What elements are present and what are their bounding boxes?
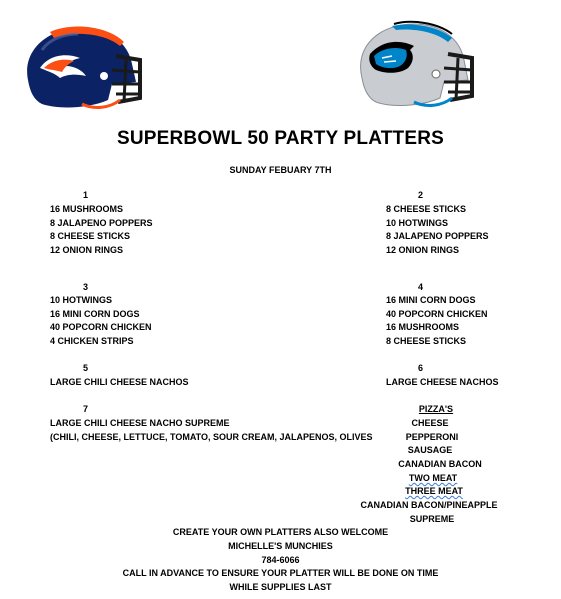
platter-3-item: 40 POPCORN CHICKEN <box>50 322 152 332</box>
platter-7-number: 7 <box>83 404 89 414</box>
platter-2-item: 8 JALAPENO POPPERS <box>386 231 489 241</box>
footer-line: CALL IN ADVANCE TO ENSURE YOUR PLATTER WILL BE DONE ON TIME <box>122 568 439 578</box>
event-date: SUNDAY FEBUARY 7TH <box>229 165 332 175</box>
business-name: MICHELLE'S MUNCHIES <box>228 541 333 551</box>
platter-3-item: 4 CHICKEN STRIPS <box>50 336 134 346</box>
pizza-item: SAUSAGE <box>407 445 453 455</box>
pizza-item: TWO MEAT <box>408 473 458 483</box>
platter-5-item: LARGE CHILI CHEESE NACHOS <box>50 377 189 387</box>
platter-4-number: 4 <box>418 282 424 292</box>
footer-line: WHILE SUPPLIES LAST <box>229 582 332 592</box>
panthers-helmet-icon <box>352 16 474 112</box>
platter-4-item: 16 MUSHROOMS <box>386 322 460 332</box>
footer-line: CREATE YOUR OWN PLATTERS ALSO WELCOME <box>172 527 389 537</box>
pizza-item: CANADIAN BACON/PINEAPPLE <box>360 500 498 510</box>
platter-4-item: 16 MINI CORN DOGS <box>386 295 476 305</box>
platter-3-item: 10 HOTWINGS <box>50 295 113 305</box>
pizza-item: CANADIAN BACON <box>398 459 482 469</box>
platter-2-item: 12 ONION RINGS <box>386 245 460 255</box>
platter-4-item: 40 POPCORN CHICKEN <box>386 309 488 319</box>
broncos-helmet-icon <box>20 20 142 112</box>
platter-7-item: (CHILI, CHEESE, LETTUCE, TOMATO, SOUR CREAM, JALAPENOS, OLIVES <box>50 432 373 442</box>
phone-number: 784-6066 <box>261 555 300 565</box>
platter-2-item: 8 CHEESE STICKS <box>386 204 467 214</box>
platter-3-item: 16 MINI CORN DOGS <box>50 309 140 319</box>
pizza-heading: PIZZA'S <box>418 404 454 414</box>
pizza-item: SUPREME <box>409 514 455 524</box>
platter-1-item: 8 CHEESE STICKS <box>50 231 131 241</box>
platter-1-item: 8 JALAPENO POPPERS <box>50 218 153 228</box>
platter-5-number: 5 <box>83 363 89 373</box>
platter-2-number: 2 <box>418 190 424 200</box>
page-title: SUPERBOWL 50 PARTY PLATTERS <box>116 128 445 149</box>
platter-1-number: 1 <box>83 190 89 200</box>
platter-4-item: 8 CHEESE STICKS <box>386 336 467 346</box>
platter-2-item: 10 HOTWINGS <box>386 218 449 228</box>
platter-6-item: LARGE CHEESE NACHOS <box>386 377 499 387</box>
pizza-item: CHEESE <box>411 418 449 428</box>
platter-1-item: 12 ONION RINGS <box>50 245 124 255</box>
platter-6-number: 6 <box>418 363 424 373</box>
platter-7-item: LARGE CHILI CHEESE NACHO SUPREME <box>50 418 230 428</box>
pizza-item: THREE MEAT <box>405 486 463 496</box>
platter-3-number: 3 <box>83 282 89 292</box>
platter-1-item: 16 MUSHROOMS <box>50 204 124 214</box>
pizza-item: PEPPERONI <box>405 432 459 442</box>
